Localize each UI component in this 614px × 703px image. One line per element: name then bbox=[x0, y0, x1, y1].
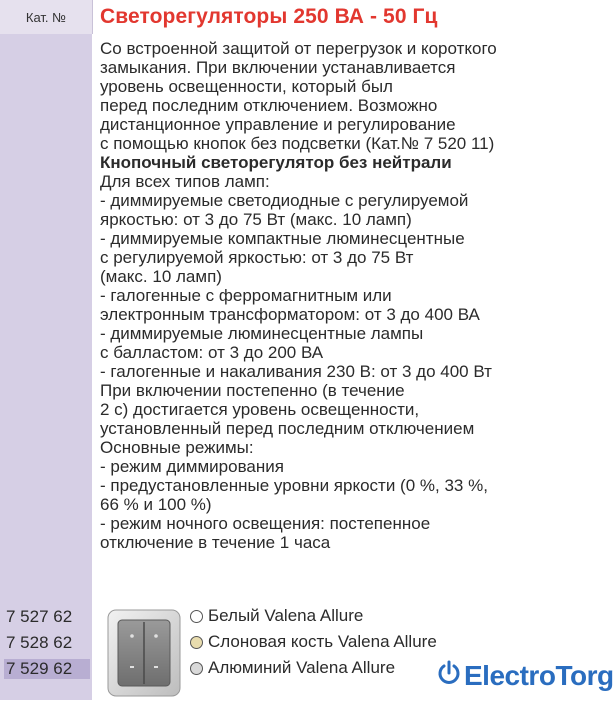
description-line: перед последним отключением. Возможно bbox=[100, 96, 438, 115]
detail-line: - диммируемые светодиодные с регулируемой bbox=[100, 191, 469, 210]
detail-line: - галогенные с ферромагнитным или bbox=[100, 286, 392, 305]
detail-line: Для всех типов ламп: bbox=[100, 172, 270, 191]
description-line: Со встроенной защитой от перегрузок и короткого bbox=[100, 39, 497, 58]
description-line: замыкания. При включении устанавливается bbox=[100, 58, 456, 77]
detail-line: 66 % и 100 %) bbox=[100, 495, 212, 514]
color-option-white bbox=[190, 606, 363, 626]
swatch-icon bbox=[190, 636, 203, 649]
cat-number: 7 527 62 bbox=[6, 607, 73, 626]
detail-line: - режим диммирования bbox=[100, 457, 284, 476]
detail-line: При включении постепенно (в течение bbox=[100, 381, 405, 400]
description-line: уровень освещенности, который был bbox=[100, 77, 393, 96]
cat-number-header: Кат. № bbox=[0, 0, 93, 34]
detail-line: - предустановленные уровни яркости (0 %, 33 %, bbox=[100, 476, 488, 495]
detail-line: установленный перед последним отключением bbox=[100, 419, 475, 438]
section-title: Кнопочный светорегулятор без нейтрали bbox=[100, 153, 452, 172]
detail-line: - галогенные и накаливания 230 В: от 3 до 400 Вт bbox=[100, 362, 492, 381]
detail-line: яркостью: от 3 до 75 Вт (макс. 10 ламп) bbox=[100, 210, 412, 229]
option-label: Слоновая кость Valena Allure bbox=[208, 632, 437, 651]
detail-line: с балластом: от 3 до 200 ВА bbox=[100, 343, 324, 362]
dimmer-switch-image bbox=[106, 606, 182, 698]
catalog-number-column bbox=[0, 0, 92, 700]
description-block bbox=[100, 39, 608, 552]
logo-text-part2: Torg bbox=[555, 660, 614, 691]
option-label: Алюминий Valena Allure bbox=[208, 658, 396, 677]
detail-line: - диммируемые компактные люминесцентные bbox=[100, 229, 465, 248]
detail-line: 2 с) достигается уровень освещенности, bbox=[100, 400, 420, 419]
power-icon bbox=[436, 660, 462, 693]
color-option-aluminium bbox=[190, 658, 395, 678]
page-title: Светорегуляторы 250 ВА - 50 Гц bbox=[100, 5, 438, 28]
detail-line: (макс. 10 ламп) bbox=[100, 267, 222, 286]
color-option-ivory bbox=[190, 632, 437, 652]
detail-line: - режим ночного освещения: постепенное bbox=[100, 514, 431, 533]
swatch-icon bbox=[190, 610, 203, 623]
detail-line: с регулируемой яркостью: от 3 до 75 Вт bbox=[100, 248, 414, 267]
detail-line: - диммируемые люминесцентные лампы bbox=[100, 324, 424, 343]
detail-line: Основные режимы: bbox=[100, 438, 254, 457]
detail-line: электронным трансформатором: от 3 до 400 ВА bbox=[100, 305, 480, 324]
option-label: Белый Valena Allure bbox=[208, 606, 364, 625]
electrotorg-logo bbox=[436, 656, 614, 696]
detail-line: отключение в течение 1 часа bbox=[100, 533, 331, 552]
description-line: с помощью кнопок без подсветки (Кат.№ 7 520 11) bbox=[100, 134, 495, 153]
swatch-icon bbox=[190, 662, 203, 675]
cat-number: 7 529 62 bbox=[4, 659, 90, 679]
cat-number: 7 528 62 bbox=[6, 633, 73, 652]
logo-text-part1: Electro bbox=[464, 660, 556, 691]
description-line: дистанционное управление и регулирование bbox=[100, 115, 456, 134]
